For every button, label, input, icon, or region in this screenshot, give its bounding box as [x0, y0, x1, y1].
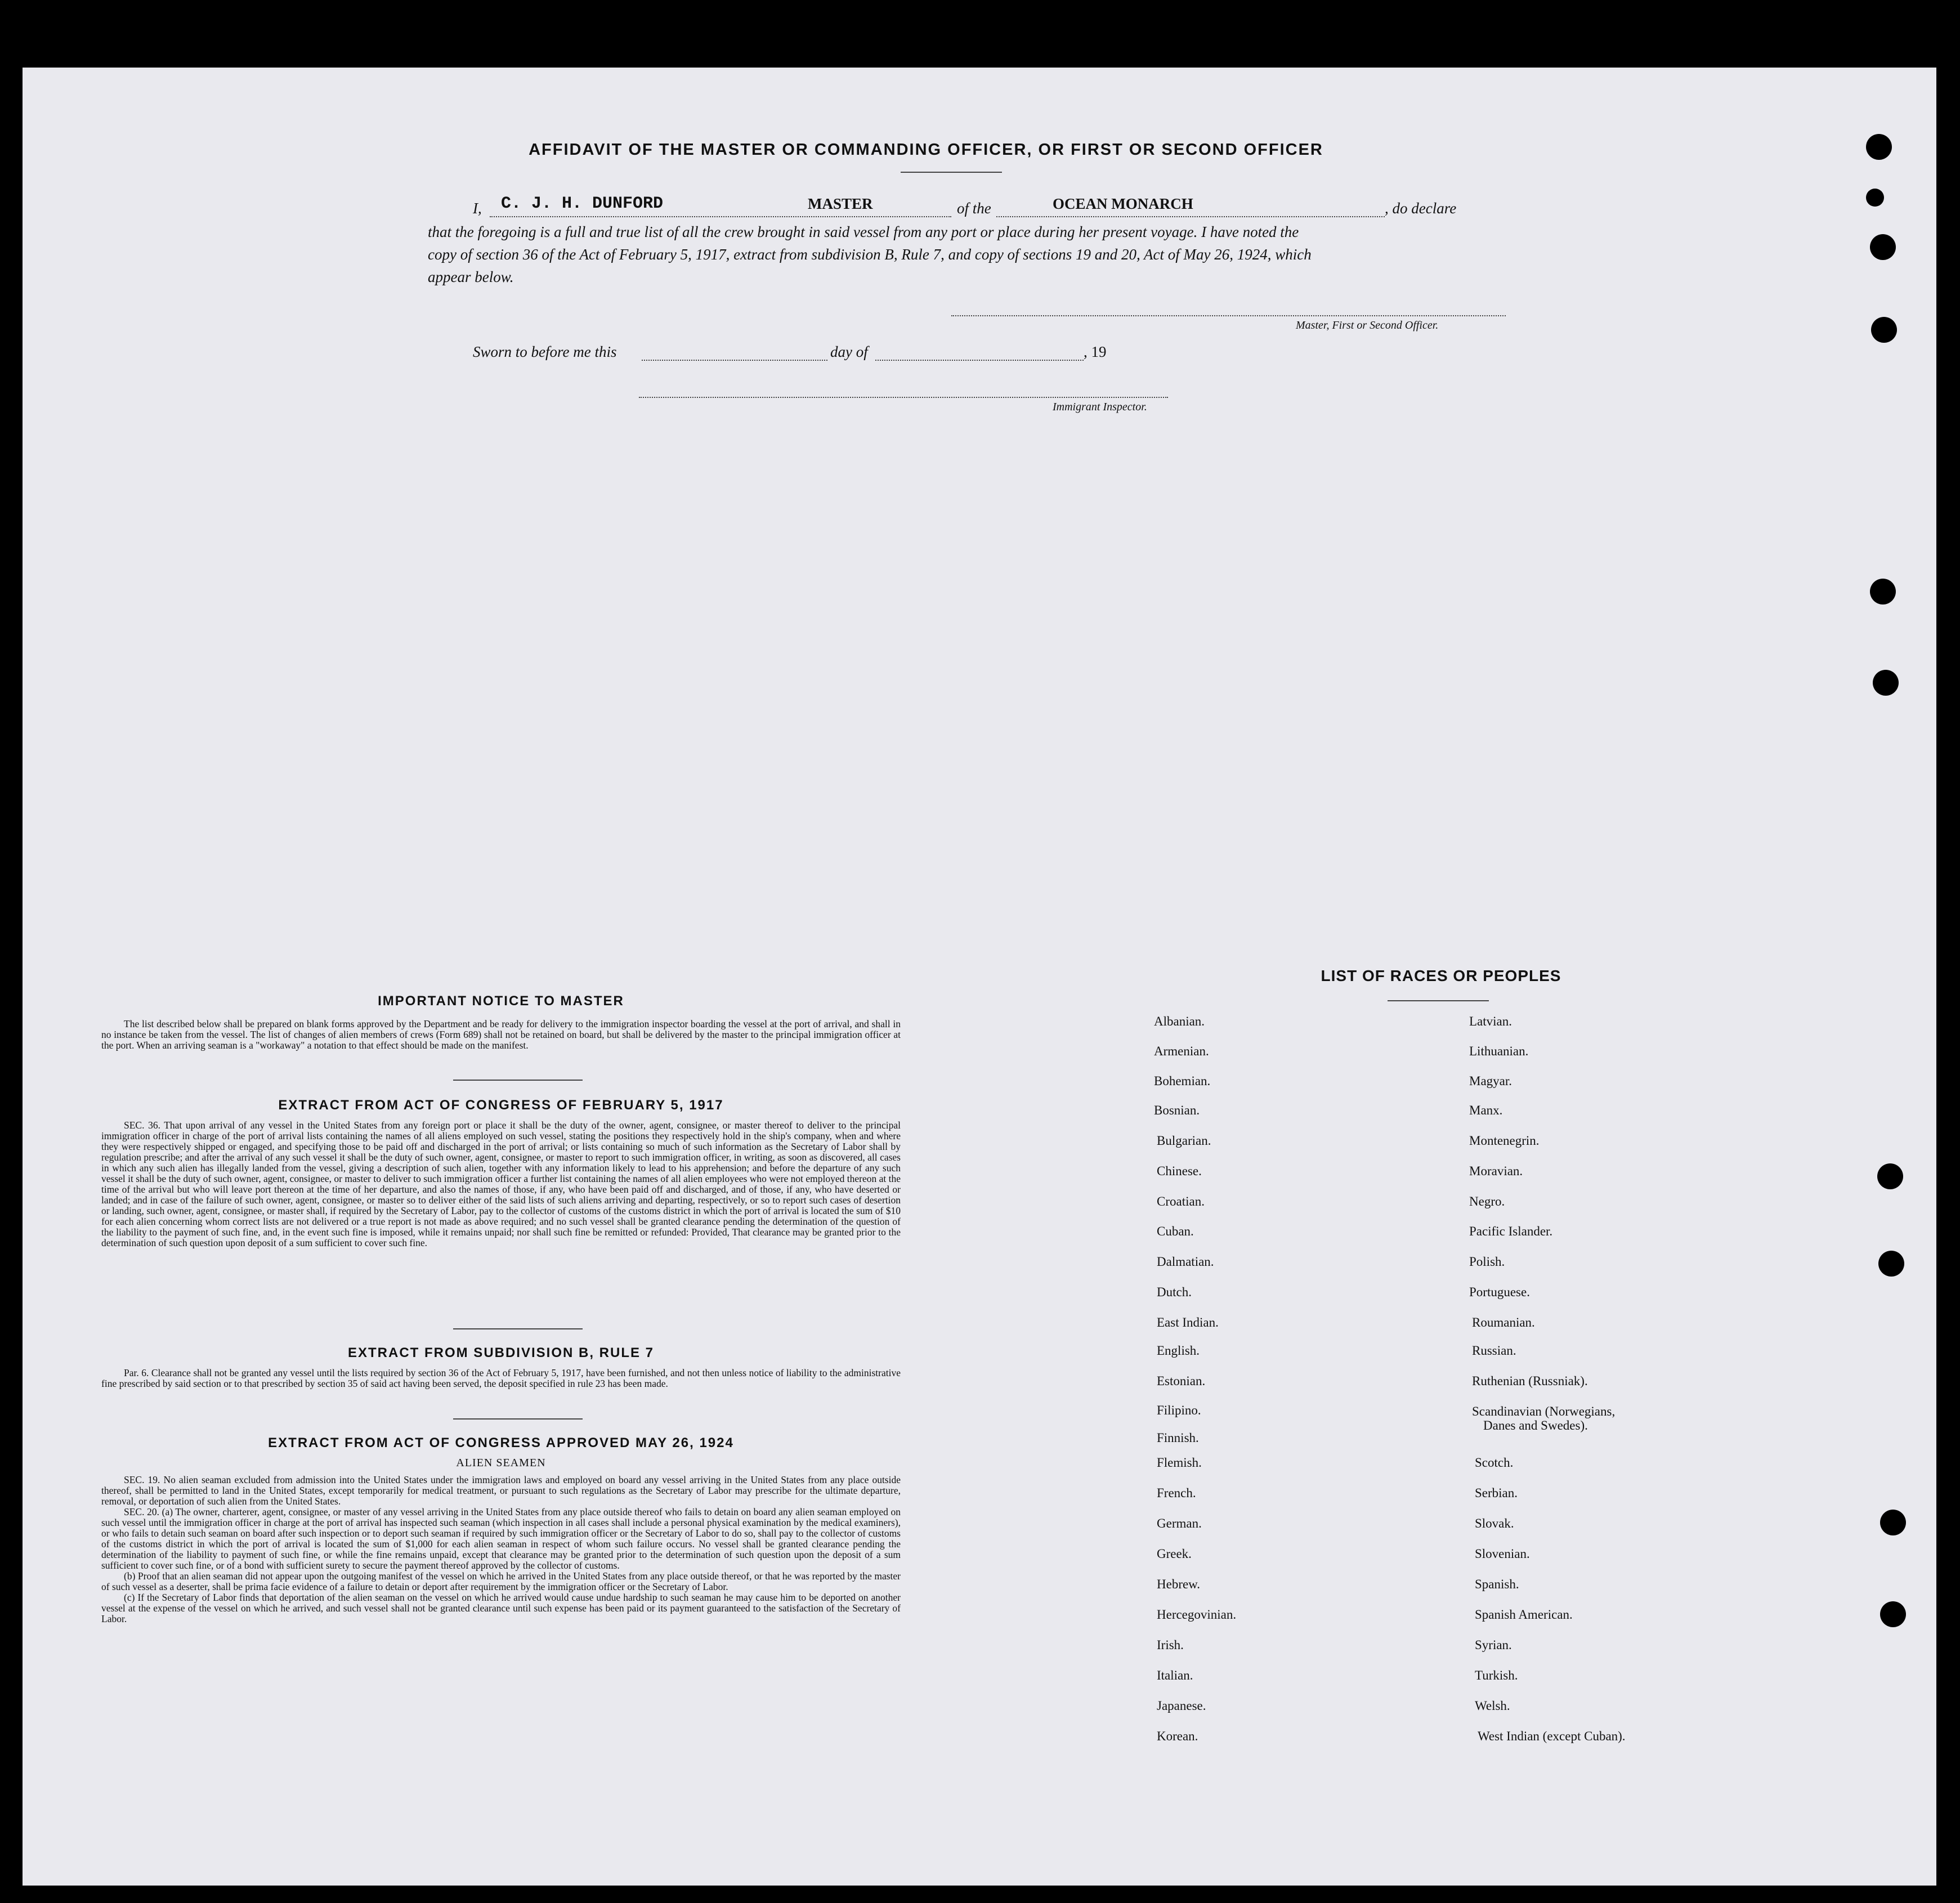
race-item: Polish.	[1469, 1255, 1505, 1269]
race-item: German.	[1157, 1516, 1202, 1530]
extract-1924-subtitle: ALIEN SEAMEN	[456, 1457, 546, 1469]
sworn-line	[473, 341, 1148, 365]
extract-1917-title: EXTRACT FROM ACT OF CONGRESS OF FEBRUARY 5, 1917	[278, 1098, 724, 1113]
race-item: East Indian.	[1157, 1315, 1219, 1329]
year-prefix: , 19	[1084, 343, 1107, 360]
declaration-line4: appear below.	[428, 268, 514, 285]
binder-hole	[1873, 670, 1899, 696]
divider	[453, 1418, 583, 1420]
race-item: Welsh.	[1475, 1699, 1510, 1713]
race-item: Russian.	[1472, 1344, 1516, 1358]
declaration-line2: that the foregoing is a full and true list of all the crew brought in said vessel from any port or place during her present voyage. I have noted the	[428, 223, 1299, 240]
race-item: Latvian.	[1469, 1014, 1512, 1028]
master-name-field[interactable]: C. J. H. DUNFORD	[501, 194, 664, 213]
signature-line	[951, 304, 1506, 316]
vessel-name-field[interactable]: OCEAN MONARCH	[1053, 195, 1193, 212]
race-item: Syrian.	[1475, 1638, 1512, 1652]
day-of-label: day of	[830, 343, 868, 360]
do-declare-label: , do declare	[1385, 200, 1457, 217]
notice-body: The list described below shall be prepared on blank forms approved by the Department and be ready for delivery to the immigration inspector boarding the vessel at the port of arrival, and shall in no instance be taken from the vessel. The list of changes of alien members of crews (Form 689) shall not be retained on board, but shall be delivered by the master to the principal immigration officer at the port. When an arriving seaman is a "workaway" a notation to that effect should be made on the manifest.	[101, 1018, 901, 1051]
race-item: Pacific Islander.	[1469, 1224, 1553, 1238]
document-sheet	[23, 68, 1936, 1886]
race-item: French.	[1157, 1486, 1196, 1500]
binder-hole	[1880, 1601, 1906, 1627]
sworn-day-blank	[642, 346, 827, 361]
inspector-caption: Immigrant Inspector.	[1053, 401, 1147, 413]
rule7-title: EXTRACT FROM SUBDIVISION B, RULE 7	[347, 1345, 655, 1360]
race-item: Flemish.	[1157, 1456, 1202, 1470]
race-item: Bohemian.	[1154, 1074, 1211, 1088]
binder-hole	[1866, 189, 1884, 207]
section-19: SEC. 19. No alien seaman excluded from admission into the United States under the immigration laws and employed on board any vessel arriving in the United States from any place outside thereof, shall be permitted to land in the United States, except temporarily for medical treatment, or pursuant to such regulations as the Secretary of Labor may prescribe for the ultimate departure, removal, or deportation of such alien from the United States.	[101, 1474, 901, 1507]
race-item: Dutch.	[1157, 1285, 1192, 1299]
inspector-signature-line	[639, 386, 1168, 398]
binder-hole	[1871, 317, 1897, 343]
section-20c: (c) If the Secretary of Labor finds that deportation of the alien seaman on the vessel on which he arrived would cause undue hardship to such seaman he may cause him to be deported on another vessel at the expense of the vessel on which he arrived, and such vessel shall not be granted clearance until such expense has been paid or its payment guaranteed to the satisfaction of the Secretary of Labor.	[101, 1592, 901, 1624]
race-item: Danes and Swedes).	[1483, 1418, 1588, 1432]
race-item: Dalmatian.	[1157, 1255, 1214, 1269]
notice-title: IMPORTANT NOTICE TO MASTER	[378, 993, 624, 1009]
race-item: Bosnian.	[1154, 1103, 1200, 1117]
race-item: Filipino.	[1157, 1403, 1201, 1417]
race-item: Hebrew.	[1157, 1577, 1201, 1591]
binder-hole	[1870, 579, 1896, 605]
race-item: West Indian (except Cuban).	[1478, 1729, 1626, 1743]
section-20a: SEC. 20. (a) The owner, charterer, agent, consignee, or master of any vessel arriving in the United States from any place outside thereof who fails to detain on board any alien seaman employed on such vessel until the immigration officer in charge at the port of arrival has inspected such seaman (which inspection in all cases shall include a personal physical examination by the medical examiners), or who fails to detain such seaman on board after such inspection or to deport such seaman if required by such immigration officer or the Secretary of Labor to do so, shall pay to the collector of customs of the customs district in which the port of arrival is located the sum of $1,000 for each alien seaman in respect of whom such failure occurs. No vessel shall be granted clearance pending the determination of the liability to payment of such fine, or while the fine remains unpaid, except that clearance may be granted prior to the determination of such question upon the deposit of a sum sufficient to cover such fine, or of a bond with sufficient surety to secure the payment thereof approved by the collector of customs.	[101, 1506, 901, 1571]
race-item: Slovak.	[1475, 1516, 1514, 1530]
affidavit-title: AFFIDAVIT OF THE MASTER OR COMMANDING OFFICER, OR FIRST OR SECOND OFFICER	[529, 141, 1323, 159]
race-item: Magyar.	[1469, 1074, 1512, 1088]
race-item: Chinese.	[1157, 1164, 1202, 1178]
race-item: English.	[1157, 1344, 1200, 1358]
rule7-body: Par. 6. Clearance shall not be granted any vessel until the lists required by section 36 of the Act of February 5, 1917, have been furnished, and not then unless notice of liability to the administrative fine prescribed by said section or to that prescribed by section 35 of said act having been served, the deposit specified in rule 23 has been made.	[101, 1367, 901, 1389]
race-item: Manx.	[1469, 1103, 1503, 1117]
rank-field[interactable]: MASTER	[808, 195, 873, 212]
race-item: Armenian.	[1154, 1044, 1209, 1058]
extract-1924-title: EXTRACT FROM ACT OF CONGRESS APPROVED MAY 26, 1924	[268, 1435, 734, 1450]
race-item: Finnish.	[1157, 1431, 1199, 1445]
races-divider	[1388, 1000, 1489, 1001]
race-item: Lithuanian.	[1469, 1044, 1529, 1058]
race-item: Serbian.	[1475, 1486, 1518, 1500]
race-item: Montenegrin.	[1469, 1134, 1540, 1148]
extract-1917-body: SEC. 36. That upon arrival of any vessel in the United States from any foreign port or place it shall be the duty of the owner, agent, consignee, or master thereof to deliver to the principal immigration officer in charge of the port of arrival lists containing the names of all aliens employed on such vessel, stating the positions they respectively hold in the ship's company, when and where they were respectively shipped or engaged, and specifying those to be paid off and discharged in the port of arrival; or lists containing so much of such information as the Secretary of Labor shall by regulation prescribe; and after the arrival of any such vessel it shall be the duty of such owner, agent, consignee, or master to report to such immigration officer, in writing, as soon as discovered, all cases in which any such alien has illegally landed from the vessel, giving a description of such alien, together with any information likely to lead to his apprehension; and before the departure of any such vessel it shall be the duty of such owner, agent, consignee, or master to deliver to such immigration officer a further list containing the names of all alien employees who were not employed thereon at the time of the arrival but who will leave port thereon at the time of her departure, and also the names of those, if any, who have been paid off and discharged, and of those, if any, who have deserted or landed; and in case of the failure of such owner, agent, consignee, or master so to deliver either of the said lists of such aliens arriving and departing, respectively, or so to report such cases of desertion or landing, such owner, agent, consignee, or master shall, if required by the Secretary of Labor, pay to the collector of customs of the customs district in which the port of arrival is located the sum of $10 for each alien concerning whom correct lists are not delivered or a true report is not made as above required; and no such vessel shall be granted clearance pending the determination of the question of the liability to the payment of such fine, and, in the event such fine is imposed, while it remains unpaid; nor shall such fine be remitted or refunded: Provided, That clearance may be granted prior to the determination of such question upon deposit of a sum sufficient to cover such fine.	[101, 1120, 901, 1248]
race-item: Greek.	[1157, 1547, 1192, 1561]
race-item: Japanese.	[1157, 1699, 1206, 1713]
race-item: Scandinavian (Norwegians,	[1472, 1404, 1616, 1418]
race-item: Slovenian.	[1475, 1547, 1530, 1561]
sworn-month-blank	[875, 346, 1084, 361]
divider	[453, 1080, 583, 1081]
race-item: Spanish American.	[1475, 1608, 1573, 1622]
race-item: Turkish.	[1475, 1668, 1518, 1682]
divider	[453, 1328, 583, 1329]
race-item: Irish.	[1157, 1638, 1184, 1652]
race-item: Negro.	[1469, 1194, 1505, 1208]
race-item: Scotch.	[1475, 1456, 1514, 1470]
extract-1924-body	[101, 1475, 901, 1624]
race-item: Spanish.	[1475, 1577, 1519, 1591]
race-item: Estonian.	[1157, 1374, 1206, 1388]
title-divider	[901, 172, 1002, 173]
race-item: Roumanian.	[1472, 1315, 1535, 1329]
declaration-line3: copy of section 36 of the Act of February 5, 1917, extract from subdivision B, Rule 7, and copy of sections 19 and 20, Act of May 26, 1924, which	[428, 246, 1312, 263]
name-blank-line	[490, 203, 951, 217]
binder-hole	[1878, 1251, 1904, 1277]
binder-hole	[1870, 234, 1896, 260]
races-title: LIST OF RACES OR PEOPLES	[1321, 967, 1561, 984]
race-item: Hercegovinian.	[1157, 1608, 1237, 1622]
race-item: Ruthenian (Russniak).	[1472, 1374, 1588, 1388]
race-item: Korean.	[1157, 1729, 1198, 1743]
race-item: Italian.	[1157, 1668, 1193, 1682]
signature-caption: Master, First or Second Officer.	[1296, 319, 1439, 332]
race-item: Cuban.	[1157, 1224, 1194, 1238]
race-item: Portuguese.	[1469, 1285, 1530, 1299]
binder-hole	[1880, 1510, 1906, 1535]
race-item: Albanian.	[1154, 1014, 1205, 1028]
declaration-line1	[473, 194, 1509, 222]
race-item: Croatian.	[1157, 1194, 1205, 1208]
i-label: I,	[473, 200, 482, 217]
section-20b: (b) Proof that an alien seaman did not appear upon the outgoing manifest of the vessel on which he arrived in the United States from any place outside thereof, or that he was reported by the master of such vessel as a deserter, shall be prima facie evidence of a failure to detain or deport after requirement by the immigration officer or the Secretary of Labor.	[101, 1570, 901, 1592]
binder-hole	[1877, 1163, 1903, 1189]
sworn-label: Sworn to before me this	[473, 343, 617, 360]
binder-hole	[1866, 134, 1892, 160]
race-item: Bulgarian.	[1157, 1134, 1211, 1148]
race-item: Moravian.	[1469, 1164, 1523, 1178]
of-the-label: of the	[957, 200, 991, 217]
